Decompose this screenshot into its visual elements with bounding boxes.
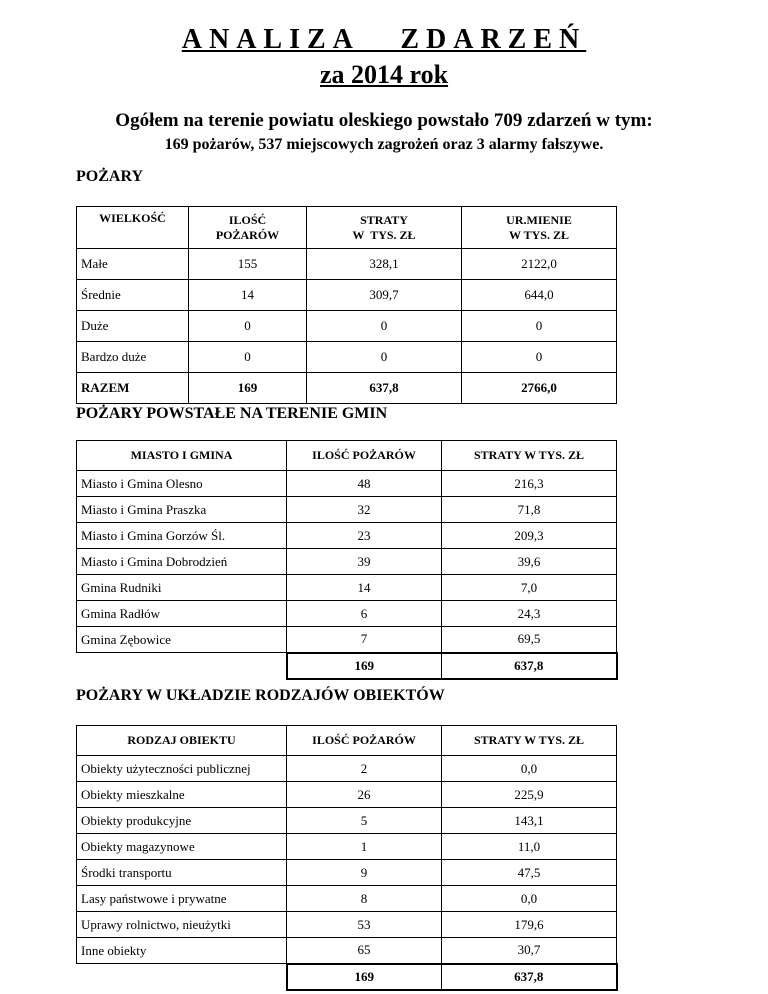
table-cell: 7 bbox=[287, 627, 442, 653]
header-cell bbox=[462, 207, 617, 249]
table-cell: 30,7 bbox=[442, 938, 617, 964]
table-cell: 5 bbox=[287, 808, 442, 834]
table-row bbox=[77, 280, 617, 311]
table-cell: 48 bbox=[287, 471, 442, 497]
table-cell: 0 bbox=[189, 311, 307, 342]
table-cell: Gmina Rudniki bbox=[77, 575, 287, 601]
table-cell: 2766,0 bbox=[462, 373, 617, 404]
table-cell: Obiekty mieszkalne bbox=[77, 782, 287, 808]
table-cell: 14 bbox=[189, 280, 307, 311]
summary-line-2: 169 pożarów, 537 miejscowych zagrożeń oraz 3 alarmy fałszywe. bbox=[164, 136, 604, 153]
table-cell: 209,3 bbox=[442, 523, 617, 549]
table-cell: 225,9 bbox=[442, 782, 617, 808]
table-row bbox=[77, 549, 617, 575]
table-cell: 26 bbox=[287, 782, 442, 808]
header-line: STRATY bbox=[360, 212, 408, 227]
table-cell: Gmina Radłów bbox=[77, 601, 287, 627]
table-header-row bbox=[77, 441, 617, 471]
table-row bbox=[77, 497, 617, 523]
table-row bbox=[77, 834, 617, 860]
table-cell: Lasy państwowe i prywatne bbox=[77, 886, 287, 912]
section-heading-objects: POŻARY W UKŁADZIE RODZAJÓW OBIEKTÓW bbox=[76, 687, 445, 704]
table-cell: Obiekty magazynowe bbox=[77, 834, 287, 860]
table-cell: Bardzo duże bbox=[77, 342, 189, 373]
header-cell: ILOŚĆ POŻARÓW bbox=[287, 726, 442, 756]
table-cell: Obiekty produkcyjne bbox=[77, 808, 287, 834]
document-subtitle: za 2014 rok bbox=[319, 60, 449, 89]
header-line: UR.MIENIE bbox=[506, 212, 572, 227]
table-row bbox=[77, 912, 617, 938]
table-cell: Średnie bbox=[77, 280, 189, 311]
table-row bbox=[77, 601, 617, 627]
table-cell: 53 bbox=[287, 912, 442, 938]
table-cell: 0 bbox=[462, 342, 617, 373]
table-cell: 71,8 bbox=[442, 497, 617, 523]
section-heading-communes: POŻARY POWSTAŁE NA TERENIE GMIN bbox=[76, 405, 388, 422]
table-row bbox=[77, 342, 617, 373]
section-heading-fires: POŻARY bbox=[76, 168, 143, 185]
total-count: 169 bbox=[287, 653, 442, 679]
table-cell: Inne obiekty bbox=[77, 938, 287, 964]
table-total-row bbox=[77, 964, 617, 990]
table-cell: 1 bbox=[287, 834, 442, 860]
table-total-row bbox=[77, 373, 617, 404]
table-cell: 11,0 bbox=[442, 834, 617, 860]
table-row bbox=[77, 938, 617, 964]
total-losses: 637,8 bbox=[442, 964, 617, 990]
table-cell: Gmina Zębowice bbox=[77, 627, 287, 653]
table-cell: Miasto i Gmina Olesno bbox=[77, 471, 287, 497]
table-cell: Małe bbox=[77, 249, 189, 280]
table-cell: 0 bbox=[307, 342, 462, 373]
table-cell: 155 bbox=[189, 249, 307, 280]
table-cell: 9 bbox=[287, 860, 442, 886]
summary-line-1: Ogółem na terenie powiatu oleskiego powstało 709 zdarzeń w tym: bbox=[115, 110, 653, 131]
table-cell: 0 bbox=[307, 311, 462, 342]
table-header-row bbox=[77, 207, 617, 249]
table-row bbox=[77, 860, 617, 886]
table-cell: 39 bbox=[287, 549, 442, 575]
header-cell: MIASTO I GMINA bbox=[77, 441, 287, 471]
table-cell: 24,3 bbox=[442, 601, 617, 627]
table-row bbox=[77, 575, 617, 601]
table-cell: 309,7 bbox=[307, 280, 462, 311]
fires-by-size-table bbox=[76, 206, 617, 404]
blank-cell bbox=[77, 653, 287, 679]
table-cell: 39,6 bbox=[442, 549, 617, 575]
header-cell: STRATY W TYS. ZŁ bbox=[442, 726, 617, 756]
table-row bbox=[77, 808, 617, 834]
header-line: W TYS. ZŁ bbox=[509, 227, 569, 242]
table-header-row bbox=[77, 726, 617, 756]
table-cell: 0,0 bbox=[442, 756, 617, 782]
table-row bbox=[77, 627, 617, 653]
table-cell: Miasto i Gmina Dobrodzień bbox=[77, 549, 287, 575]
table-cell: 0,0 bbox=[442, 886, 617, 912]
table-row bbox=[77, 249, 617, 280]
table-cell: RAZEM bbox=[77, 373, 189, 404]
table-cell: Duże bbox=[77, 311, 189, 342]
table-cell: 0 bbox=[189, 342, 307, 373]
total-losses: 637,8 bbox=[442, 653, 617, 679]
table-total-row bbox=[77, 653, 617, 679]
table-cell: 6 bbox=[287, 601, 442, 627]
table-cell: 8 bbox=[287, 886, 442, 912]
table-cell: 7,0 bbox=[442, 575, 617, 601]
fires-by-commune-table bbox=[76, 440, 618, 680]
table-row bbox=[77, 782, 617, 808]
header-cell: RODZAJ OBIEKTU bbox=[77, 726, 287, 756]
total-count: 169 bbox=[287, 964, 442, 990]
table-cell: 23 bbox=[287, 523, 442, 549]
table-cell: 69,5 bbox=[442, 627, 617, 653]
table-row bbox=[77, 523, 617, 549]
table-cell: 65 bbox=[287, 938, 442, 964]
table-cell: 637,8 bbox=[307, 373, 462, 404]
table-cell: 0 bbox=[462, 311, 617, 342]
header-cell: STRATY W TYS. ZŁ bbox=[442, 441, 617, 471]
table-cell: Uprawy rolnictwo, nieużytki bbox=[77, 912, 287, 938]
table-cell: Miasto i Gmina Gorzów Śl. bbox=[77, 523, 287, 549]
table-cell: 14 bbox=[287, 575, 442, 601]
header-cell: ILOŚĆ POŻARÓW bbox=[287, 441, 442, 471]
table-cell: Obiekty użyteczności publicznej bbox=[77, 756, 287, 782]
table-cell: 169 bbox=[189, 373, 307, 404]
table-row bbox=[77, 471, 617, 497]
table-cell: 179,6 bbox=[442, 912, 617, 938]
table-cell: Miasto i Gmina Praszka bbox=[77, 497, 287, 523]
header-cell bbox=[189, 207, 307, 249]
document-title: ANALIZA ZDARZEŃ bbox=[181, 24, 587, 55]
fires-by-object-table bbox=[76, 725, 618, 991]
table-cell: 2122,0 bbox=[462, 249, 617, 280]
header-line: POŻARÓW bbox=[215, 227, 280, 242]
table-cell: 216,3 bbox=[442, 471, 617, 497]
table-row bbox=[77, 311, 617, 342]
header-line: ILOŚĆ bbox=[228, 212, 267, 227]
header-line: W TYS. ZŁ bbox=[352, 227, 416, 242]
table-row bbox=[77, 756, 617, 782]
table-cell: 32 bbox=[287, 497, 442, 523]
header-cell: WIELKOŚĆ bbox=[77, 207, 189, 249]
table-row bbox=[77, 886, 617, 912]
table-cell: Środki transportu bbox=[77, 860, 287, 886]
table-cell: 644,0 bbox=[462, 280, 617, 311]
table-cell: 47,5 bbox=[442, 860, 617, 886]
table-cell: 328,1 bbox=[307, 249, 462, 280]
table-cell: 143,1 bbox=[442, 808, 617, 834]
blank-cell bbox=[77, 964, 287, 990]
header-cell bbox=[307, 207, 462, 249]
table-cell: 2 bbox=[287, 756, 442, 782]
